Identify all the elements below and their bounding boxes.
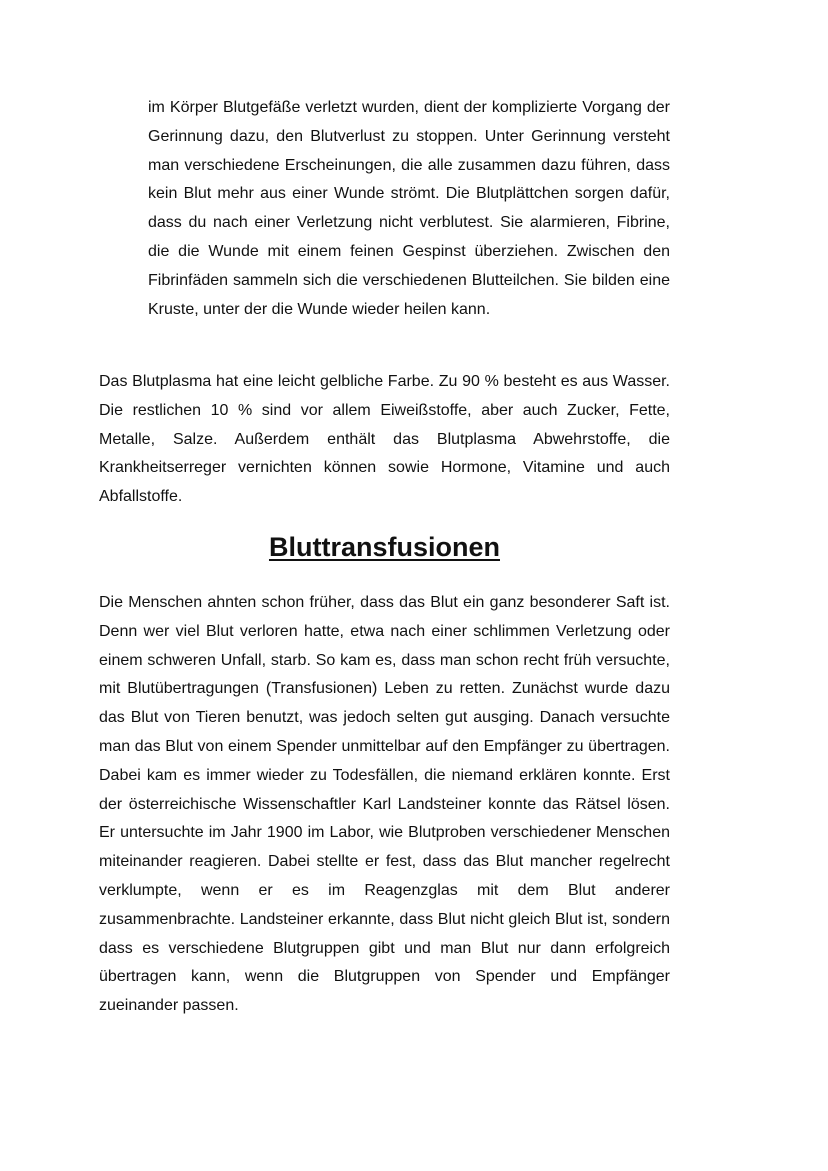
paragraph-blood-transfusion: Die Menschen ahnten schon früher, dass das Blut ein ganz besonderer Saft ist. Denn wer viel Blut verloren hatte, etwa nach einer schlimmen Verletzung oder einem schweren Unfall, starb. So kam es, dass man schon recht früh versuchte, mit Blutübertragungen (Transfusionen) Leben zu retten. Zunächst wurde dazu das Blut von Tieren benutzt, was jedoch selten gut ausging. Danach versuchte man das Blut von einem Spender unmittelbar auf den Empfänger zu übertragen. Dabei kam es immer wieder zu Todesfällen, die niemand erklären konnte. Erst der österreichische Wissenschaftler Karl Landsteiner konnte das Rätsel lösen. Er untersuchte im Jahr 1900 im Labor, wie Blutproben verschiedener Menschen miteinander reagieren. Dabei stellte er fest, dass das Blut mancher regelrecht verklumpte, wenn er es im Reagenzglas mit dem Blut anderer zusammenbrachte. Landsteiner erkannte, dass Blut nicht gleich Blut ist, sondern dass es verschiedene Blutgruppen gibt und man Blut nur dann erfolgreich übertragen kann, wenn die Blutgruppen von Spender und Empfänger zueinander passen. bbox=[99, 594, 670, 1015]
paragraph-coagulation: im Körper Blutgefäße verletzt wurden, dient der komplizierte Vorgang der Gerinnung dazu, den Blutverlust zu stoppen. Unter Gerinnung versteht man verschiedene Erscheinungen, die alle zusammen dazu führen, dass kein Blut mehr aus einer Wunde strömt. Die Blutplättchen sorgen dafür, dass du nach einer Verletzung nicht verblutest. Sie alarmieren, Fibrine, die die Wunde mit einem feinen Gespinst überziehen. Zwischen den Fibrinfäden sammeln sich die verschiedenen Blutteilchen. Sie bilden eine Kruste, unter der die Wunde wieder heilen kann. bbox=[148, 99, 670, 318]
section-heading-bluttransfusionen: Bluttransfusionen bbox=[268, 532, 500, 562]
paragraph-blood-plasma: Das Blutplasma hat eine leicht gelbliche Farbe. Zu 90 % besteht es aus Wasser. Die restlichen 10 % sind vor allem Eiweißstoffe, aber auch Zucker, Fette, Metalle, Salze. Außerdem enthält das Blutplasma Abwehrstoffe, die Krankheitserreger vernichten können sowie Hormone, Vitamine und auch Abfallstoffe. bbox=[99, 373, 670, 506]
